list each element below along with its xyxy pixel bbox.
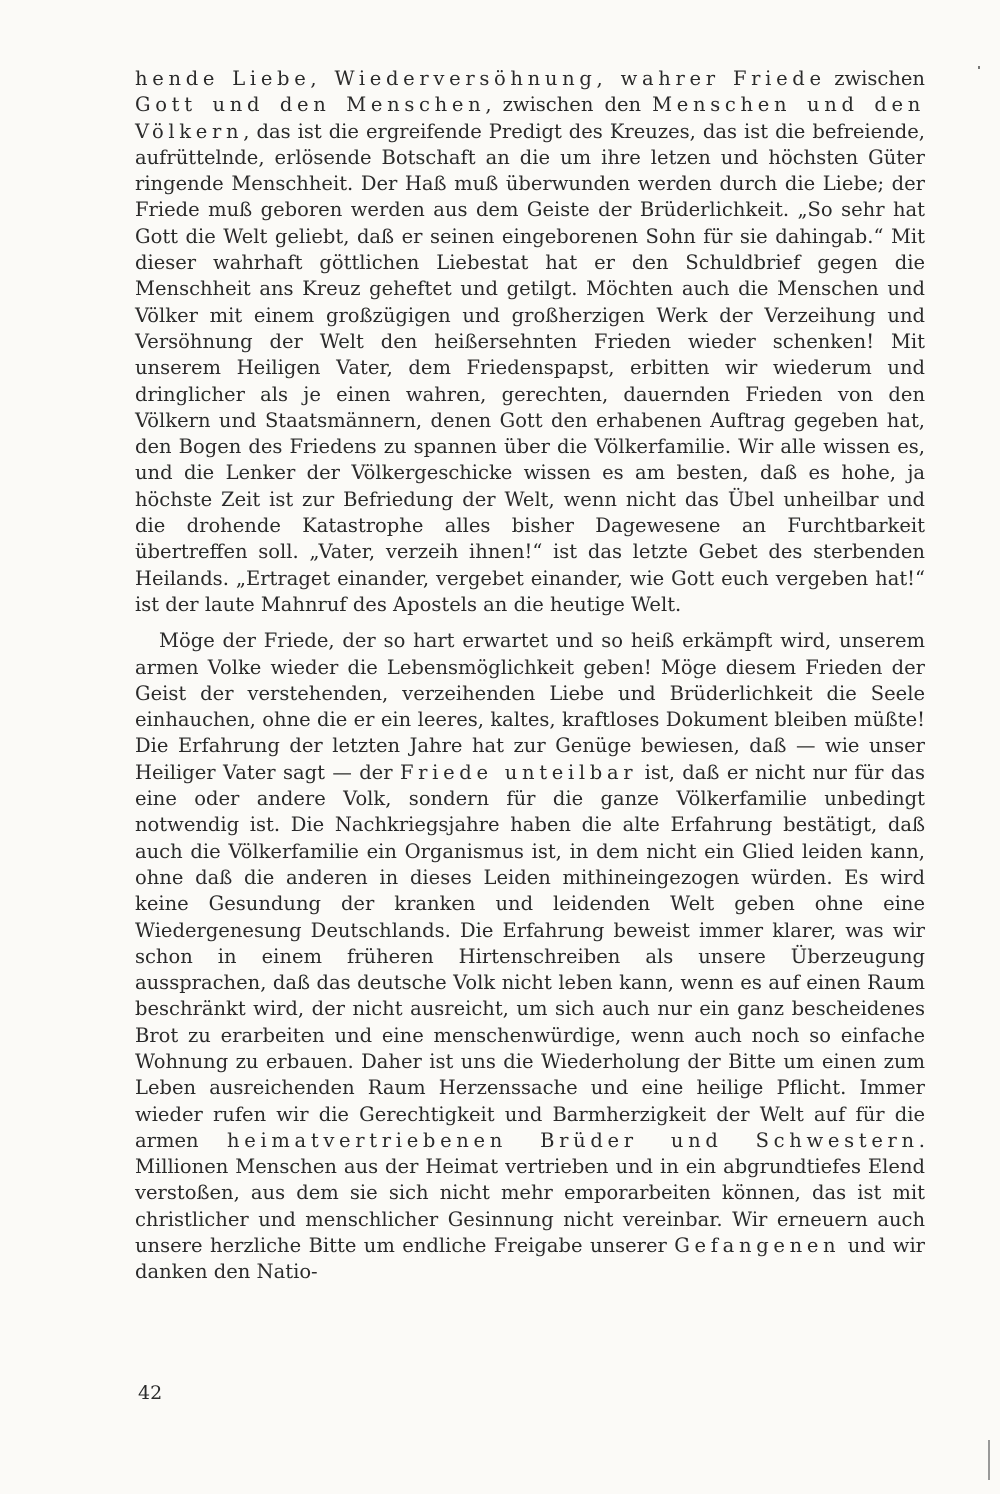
paragraph-1-spaced-run: Gott und den Menschen [135,93,486,117]
paragraph-1-text-run: zwischen [825,67,925,90]
paragraph-2-text-run: und wir danken den Natio- [135,1234,926,1284]
paragraph-1 [135,66,925,618]
paragraph-2-spaced-run: Gefangenen [674,1234,841,1258]
paragraph-1-spaced-run: Menschen und den Völkern [135,93,925,143]
paragraph-1-text-run: , zwischen den [485,93,653,117]
page-number: 42 [138,1382,163,1404]
paragraph-2-text-run: . Millionen Menschen aus der Heimat vertrieben und in ein abgrundtiefes Elend verstoßen, aus dem sie sich nicht mehr emporarbeiten können, das ist mit christlicher und menschlicher Gesinnung nicht vereinbar. Wir erneuern auch unsere herzliche Bitte um endliche Freigabe unserer [135,1128,925,1258]
page-body [135,66,925,1286]
paragraph-2-text-run: Möge der Friede, der so hart erwartet und so heiß erkämpft wird, unserem armen Volke wieder die Lebensmöglichkeit geben! Möge diesem Frieden der Geist der verstehenden, verzeihenden Liebe und Brüderlichkeit die Seele einhauchen, ohne die er ein leeres, kaltes, kraftloses Dokument bleiben müßte! Die Erfahrung der letzten Jahre hat zur Genüge bewiesen, daß — wie unser Heiliger Vater sagt — der [135,629,925,784]
scan-mark-bottom [988,1440,990,1480]
scan-mark-top [978,66,980,69]
paragraph-2-text-run: ist, daß er nicht nur für das eine oder andere Volk, sondern für die ganze Völkerfamilie unbedingt notwendig ist. Die Nachkriegsjahre haben die alte Erfahrung bestätigt, daß auch die Völkerfamilie ein Organismus ist, in dem nicht ein Glied leiden kann, ohne daß die anderen in dieses Leiden mithineingezogen würden. Es wird keine Gesundung der kranken und leidenden Welt geben ohne eine Wiedergenesung Deutschlands. Die Erfahrung beweist immer klarer, was wir schon in einem früheren Hirtenschreiben als unsere Überzeugung aussprachen, daß das deutsche Volk nicht leben kann, wenn es auf einen Raum beschränkt wird, der nicht ausreicht, um sich auch nur ein ganz bescheidenes Brot zu erarbeiten und eine menschenwürdige, wenn auch noch so einfache Wohnung zu erbauen. Daher ist uns die Wiederholung der Bitte um einen zum Leben ausreichenden Raum Herzenssache und eine heilige Pflicht. Immer wieder rufen wir die Gerechtigkeit und Barmherzigkeit der Welt auf für die armen [135,760,925,1152]
paragraph-1-text-run: , das ist die ergreifende Predigt des Kreuzes, das ist die befreiende, aufrüttelnde, erlösende Botschaft an die um ihre letzen und höchsten Güter ringende Menschheit. Der Haß muß überwunden werden durch die Liebe; der Friede muß geboren werden aus dem Geiste der Brüderlichkeit. „So sehr hat Gott die Welt geliebt, daß er seinen eingeborenen Sohn für sie dahingab.“ Mit dieser wahrhaft göttlichen Liebestat hat er den Schuldbrief gegen die Menschheit ans Kreuz geheftet und getilgt. Möchten auch die Menschen und Völker mit einem großzügigen und großherzigen Werk der Verzeihung und Versöhnung der Welt den heißersehnten Frieden wieder schenken! Mit unserem Heiligen Vater, dem Friedenspapst, erbitten wir wiederum und dringlicher als je einen wahren, gerechten, dauernden Frieden von den Völkern und Staatsmännern, denen Gott den erhabenen Auftrag gegeben hat, den Bogen des Friedens zu spannen über die Völkerfamilie. Wir alle wissen es, und die Lenker der Völkergeschicke wissen es am besten, daß es hohe, ja höchste Zeit ist zur Befriedung der Welt, wenn nicht das Übel unheilbar und die drohende Katastrophe alles bisher Dagewesene an Furchtbarkeit übertreffen soll. „Vater, verzeih ihnen!“ ist das letzte Gebet des sterbenden Heilands. „Ertraget einander, vergebet einander, wie Gott euch vergeben hat!“ ist der laute Mahnruf des Apostels an die heutige Welt. [135,119,925,616]
paragraph-2-spaced-run: Friede unteilbar [399,760,638,784]
paragraph-2 [135,628,925,1285]
paragraph-1-spaced-run: hende Liebe, Wiederversöhnung, wahrer Friede [135,67,826,90]
paragraph-2-spaced-run: heimatvertriebenen Brüder und Schwestern [226,1128,919,1152]
